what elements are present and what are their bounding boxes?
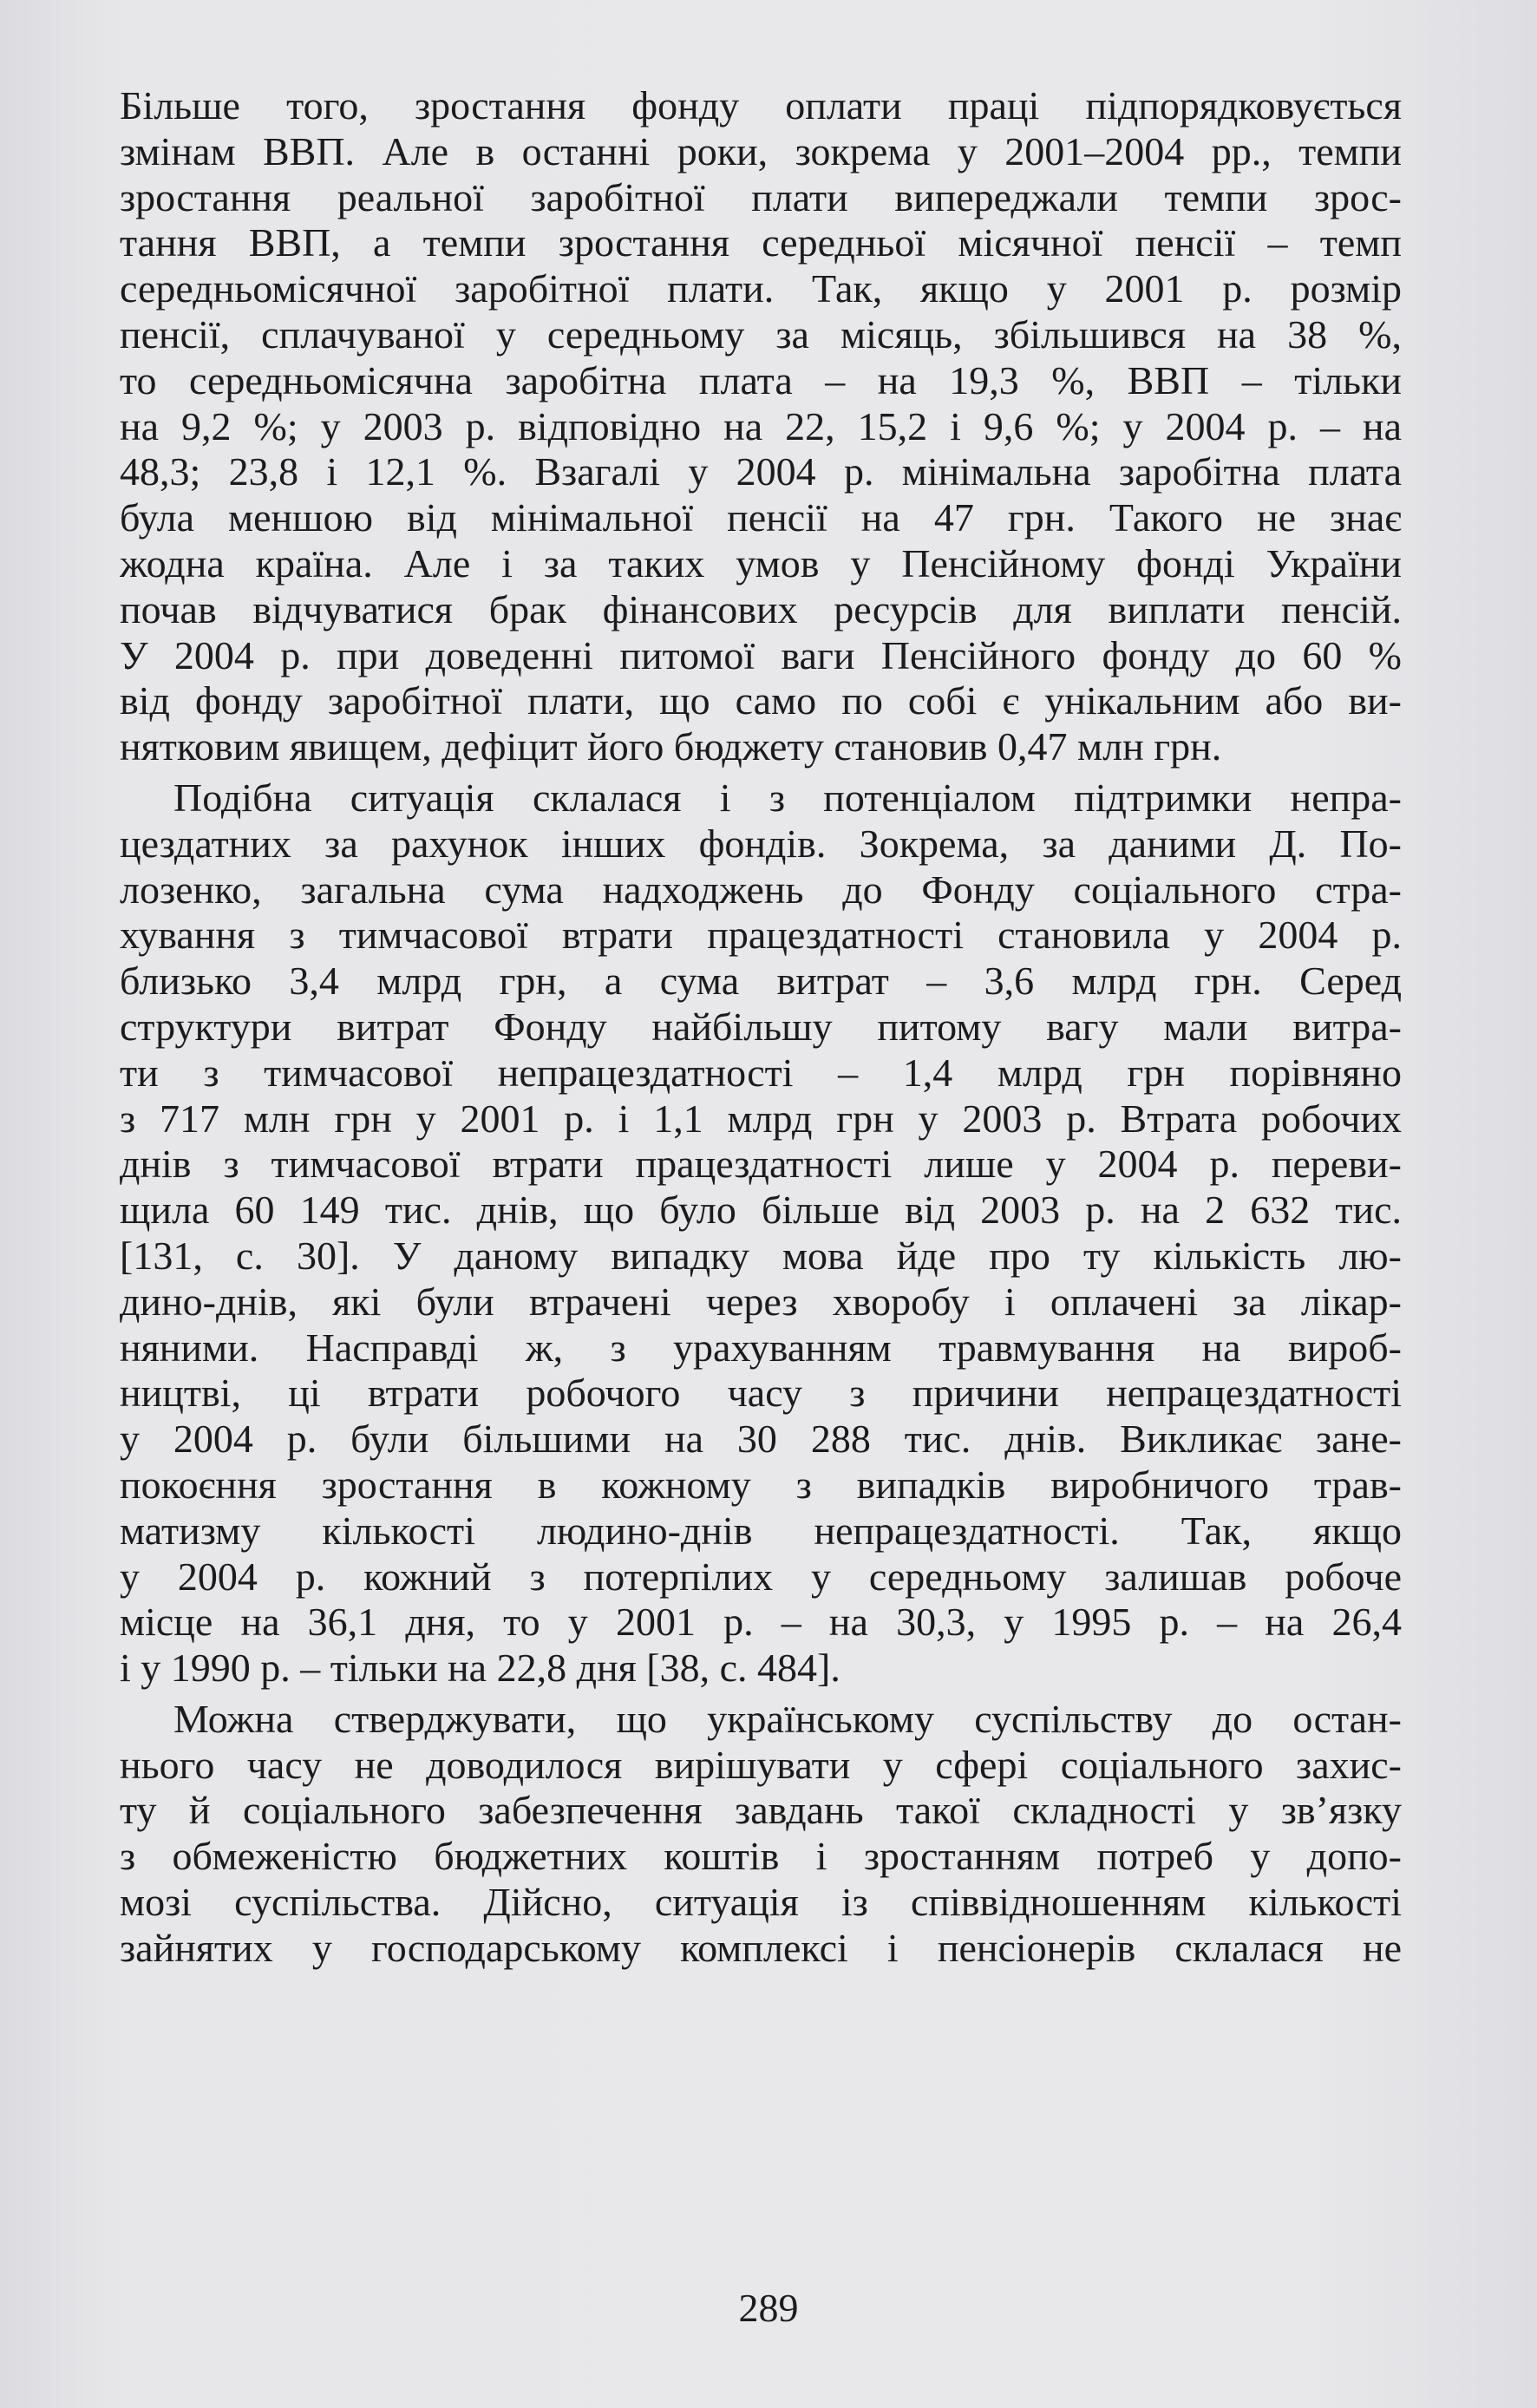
text-line: з 717 млн грн у 2001 р. і 1,1 млрд грн у 2003 р. Втрата робочих — [120, 1096, 1402, 1141]
text-line: [131, с. 30]. У даному випадку мова йде про ту кількість лю- — [120, 1233, 1402, 1278]
text-line: покоєння зростання в кожному з випадків виробничого трав- — [120, 1462, 1402, 1507]
text-line: У 2004 р. при доведенні питомої ваги Пенсійного фонду до 60 % — [120, 632, 1402, 677]
text-line: зростання реальної заробітної плати випереджали темпи зрос- — [120, 174, 1402, 219]
page-number: 289 — [738, 2286, 799, 2330]
text-line: була меншою від мінімальної пенсії на 47 грн. Такого не знає — [120, 495, 1402, 540]
body-text — [120, 83, 1402, 1977]
text-line: мозі суспільства. Дійсно, ситуація із співвідношенням кількості — [120, 1880, 1402, 1925]
text-line: структури витрат Фонду найбільшу питому вагу мали витра- — [120, 1004, 1402, 1049]
text-line: близько 3,4 млрд грн, а сума витрат – 3,6 млрд грн. Серед — [120, 959, 1402, 1004]
paragraph — [120, 1697, 1402, 1972]
text-line: щила 60 149 тис. днів, що було більше від 2003 р. на 2 632 тис. — [120, 1188, 1402, 1233]
text-line: ту й соціального забезпечення завдань такої складності у зв’язку — [120, 1788, 1402, 1833]
text-line: від фонду заробітної плати, що само по собі є унікальним або ви- — [120, 678, 1402, 723]
text-line: няними. Насправді ж, з урахуванням травмування на вироб- — [120, 1325, 1402, 1370]
text-line: ти з тимчасової непрацездатності – 1,4 млрд грн порівняно — [120, 1050, 1402, 1095]
paragraph — [120, 83, 1402, 770]
text-line: 48,3; 23,8 і 12,1 %. Взагалі у 2004 р. мінімальна заробітна плата — [120, 449, 1402, 494]
text-line: змінам ВВП. Але в останні роки, зокрема у 2001–2004 рр., темпи — [120, 128, 1402, 173]
text-line: почав відчуватися брак фінансових ресурсів для виплати пенсій. — [120, 586, 1402, 631]
text-line: то середньомісячна заробітна плата – на 19,3 %, ВВП – тільки — [120, 357, 1402, 402]
text-line: місце на 36,1 дня, то у 2001 р. – на 30,3, у 1995 р. – на 26,4 — [120, 1600, 1402, 1645]
text-line: нього часу не доводилося вирішувати у сфері соціального захис- — [120, 1742, 1402, 1787]
text-line: на 9,2 %; у 2003 р. відповідно на 22, 15,2 і 9,6 %; у 2004 р. – на — [120, 403, 1402, 448]
text-line: ництві, ці втрати робочого часу з причини непрацездатності — [120, 1371, 1402, 1416]
text-line: і у 1990 р. – тільки на 22,8 дня [38, с. 484]. — [120, 1646, 840, 1691]
text-line: Подібна ситуація склалася і з потенціалом підтримки непра- — [173, 775, 1402, 820]
text-line: Більше того, зростання фонду оплати праці підпорядковується — [120, 83, 1402, 128]
text-line: у 2004 р. кожний з потерпілих у середньому залишав робоче — [120, 1554, 1402, 1599]
text-line: хування з тимчасової втрати працездатності становила у 2004 р. — [120, 913, 1402, 958]
text-line: цездатних за рахунок інших фондів. Зокрема, за даними Д. По- — [120, 821, 1402, 866]
text-line: днів з тимчасової втрати працездатності лише у 2004 р. переви- — [120, 1142, 1402, 1187]
text-line: Можна стверджувати, що українському суспільству до остан- — [173, 1696, 1402, 1741]
text-line: дино-днів, які були втрачені через хворобу і оплачені за лікар- — [120, 1279, 1402, 1324]
text-line: зайнятих у господарському комплексі і пенсіонерів склалася не — [120, 1925, 1402, 1970]
text-line: матизму кількості людино-днів непрацездатності. Так, якщо — [120, 1508, 1402, 1553]
text-line: з обмеженістю бюджетних коштів і зростанням потреб у допо- — [120, 1834, 1402, 1879]
text-line: тання ВВП, а темпи зростання середньої місячної пенсії – темп — [120, 220, 1402, 265]
text-line: пенсії, сплачуваної у середньому за місяць, збільшився на 38 %, — [120, 311, 1402, 357]
text-line: середньомісячної заробітної плати. Так, якщо у 2001 р. розмір — [120, 266, 1402, 311]
text-line: лозенко, загальна сума надходжень до Фонду соціального стра- — [120, 867, 1402, 912]
text-line: нятковим явищем, дефіцит його бюджету становив 0,47 млн грн. — [120, 724, 1222, 769]
text-line: жодна країна. Але і за таких умов у Пенсійному фонді України — [120, 540, 1402, 586]
paragraph — [120, 775, 1402, 1691]
text-line: у 2004 р. були більшими на 30 288 тис. днів. Викликає зане- — [120, 1417, 1402, 1462]
